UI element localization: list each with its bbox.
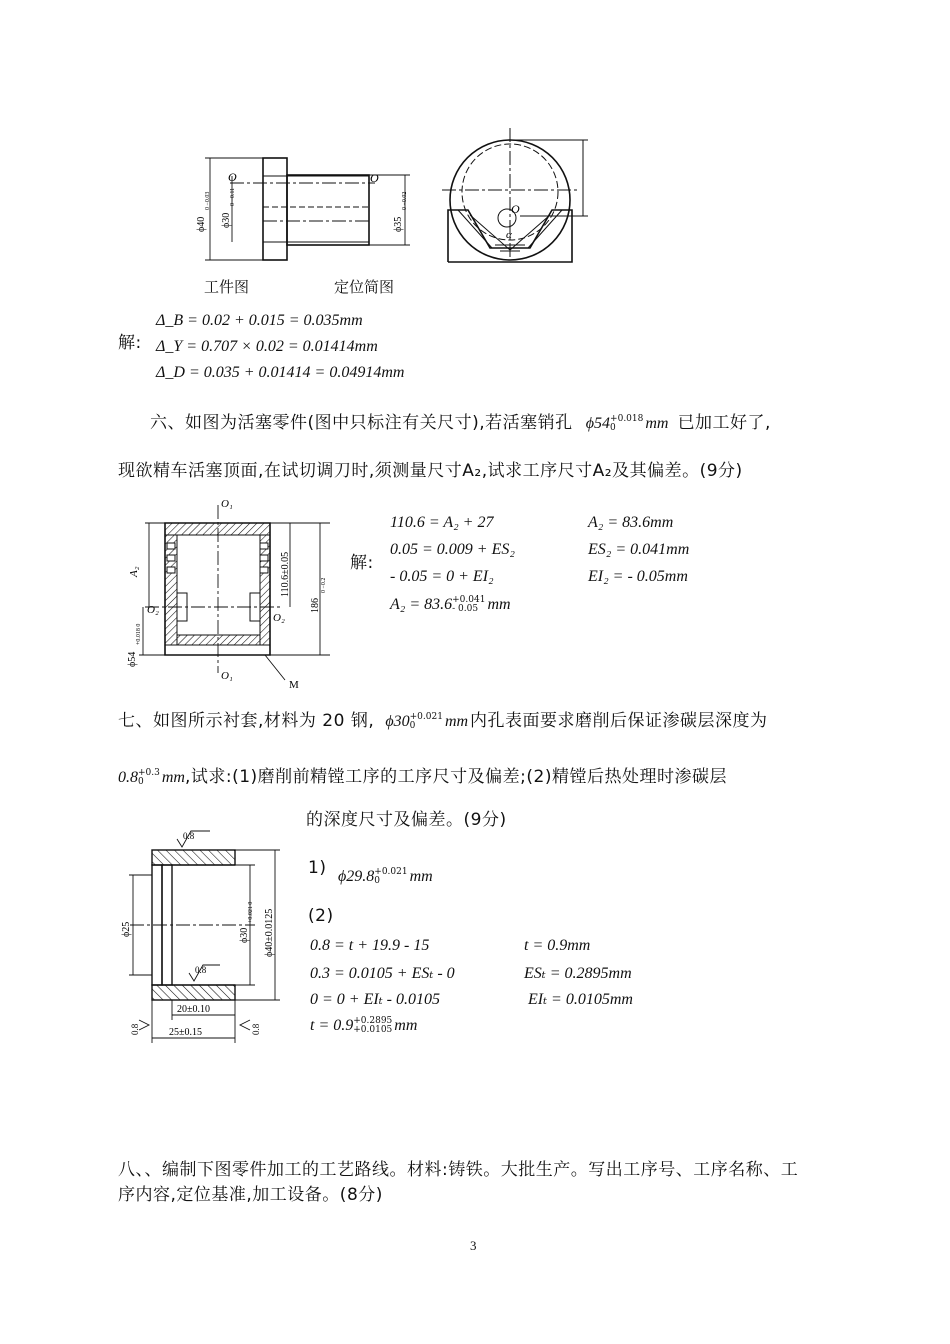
fig5-dim-phi35: ϕ35: [393, 216, 404, 232]
q7-depth-tolerance: [138, 769, 160, 787]
fig5-label-alpha: α: [506, 229, 512, 241]
sol6-result: [390, 594, 511, 614]
sol6-label: 解:: [350, 553, 374, 573]
fig7-dim-phi40: ϕ40±0.0125: [264, 908, 275, 957]
figure-7-bushing: [115, 825, 300, 1050]
fig7-rough-left: 0.8: [130, 1023, 140, 1035]
fig7-dim-25: 25±0.15: [169, 1027, 202, 1038]
q6-tol-lower: 0: [610, 422, 616, 433]
q6-line2: 现欲精车活塞顶面,在试切调刀时,须测量尺寸A₂,试求工序尺寸A₂及其偏差。(9分): [118, 461, 743, 481]
q7-tol-lower: 0: [409, 720, 416, 731]
sol7-eq3-right: EIₜ = 0.0105mm: [528, 991, 633, 1008]
sol6-eq3-left: - 0.05 = 0 + EI₂: [390, 568, 494, 585]
sol6-result-upper: +0.041: [452, 594, 486, 605]
fig7-rough-mid: 0.8: [195, 965, 207, 975]
q6-line1: [150, 408, 771, 433]
q7-tol-upper: +0.021: [409, 711, 443, 722]
sol7-part1: [338, 866, 433, 886]
sol6-result-value: A₂ = 83.6: [390, 596, 453, 613]
fig6-O2-left: O₂: [147, 604, 159, 616]
sol7-eq3-left: 0 = 0 + EIₜ - 0.0105: [310, 991, 440, 1008]
fig6-O2-right: O₂: [273, 612, 285, 624]
q7-line2: [118, 762, 727, 787]
sol7-part1-upper: +0.021: [374, 866, 408, 877]
fig6-O1-bottom: O₁: [221, 670, 233, 682]
q7-tolerance: [410, 713, 443, 731]
fig6-dim-phi54: ϕ54: [127, 651, 138, 667]
fig7-dim-phi30: ϕ30: [239, 927, 250, 943]
fig7-rough-right: 0.8: [251, 1023, 261, 1035]
q7-line1: [118, 706, 768, 731]
fig7-dim-phi25: ϕ25: [121, 921, 132, 937]
figure-5-drawing: [180, 120, 620, 280]
sol7-part1-lower: 0: [374, 875, 381, 886]
fig6-A2: A₂: [128, 566, 140, 577]
fig5-tol-phi40: 0 −0.03: [205, 191, 211, 210]
sol7-eq2-right: ESₜ = 0.2895mm: [524, 965, 632, 982]
sol7-part1-tolerance: [374, 868, 407, 886]
sol6-result-lower: - 0.05: [452, 603, 479, 614]
q7-depth: 0.8: [118, 769, 138, 786]
q6-tolerance: [610, 415, 643, 433]
q7-text-line2: ,试求:(1)磨削前精镗工序的工序尺寸及偏差;(2)精镗后热处理时渗碳层: [184, 767, 727, 787]
q7-depth-upper: +0.3: [138, 767, 160, 778]
q6-tol-upper: +0.018: [610, 413, 644, 424]
q7-depth-lower: 0: [138, 776, 144, 787]
fig5-label-O-right: O: [370, 171, 379, 185]
sol5-line1: Δ_B = 0.02 + 0.015 = 0.035mm: [156, 312, 363, 329]
sol6-result-unit: mm: [487, 596, 511, 613]
sol7-part2-label: (2): [308, 906, 334, 926]
fig5-dim-phi30: ϕ30: [221, 212, 232, 228]
fig5-label-O-center: O: [511, 202, 520, 216]
fig5-tol-phi30: 0 −0.11: [230, 187, 236, 206]
figure-6-piston: [115, 495, 340, 690]
q6-text-b: 已加工好了,: [677, 413, 771, 433]
q7-text-b: 内孔表面要求磨削后保证渗碳层深度为: [470, 711, 768, 731]
fig5-caption-workpiece: 工件图: [204, 278, 250, 296]
sol7-result: [310, 1015, 417, 1035]
fig6-O1-top: O₁: [221, 498, 233, 510]
q7-depth-unit: mm: [161, 769, 185, 786]
sol7-part1-unit: mm: [409, 868, 433, 885]
q6-phi: ϕ54: [585, 415, 611, 432]
sol7-part1-label: 1): [308, 858, 327, 878]
page-number: 3: [470, 1238, 477, 1253]
sol6-result-tolerance: [452, 596, 485, 614]
fig5-label-O-left: O: [228, 170, 237, 184]
fig7-dim-20: 20±0.10: [177, 1004, 210, 1015]
sol6-eq1-right: A₂ = 83.6mm: [588, 514, 674, 531]
sol7-eq2-left: 0.3 = 0.0105 + ESₜ - 0: [310, 965, 455, 982]
q6-text-a: 六、如图为活塞零件(图中只标注有关尺寸),若活塞销孔: [150, 413, 573, 433]
fig5-tol-phi35: 0 −0.02: [402, 191, 408, 210]
sol6-eq1-left: 110.6 = A₂ + 27: [390, 514, 494, 531]
sol7-eq1-left: 0.8 = t + 19.9 - 15: [310, 937, 430, 954]
sol5-line3: Δ_D = 0.035 + 0.01414 = 0.04914mm: [156, 364, 405, 381]
q8-line2: 序内容,定位基准,加工设备。(8分): [118, 1185, 383, 1205]
sol6-eq2-left: 0.05 = 0.009 + ES₂: [390, 541, 515, 558]
sol5-label: 解:: [118, 333, 142, 353]
q7-text-a: 七、如图所示衬套,材料为 20 钢,: [118, 711, 375, 731]
q6-unit: mm: [645, 415, 669, 432]
q7-line3: 的深度尺寸及偏差。(9分): [306, 810, 507, 830]
q8-line1: 八、、编制下图零件加工的工艺路线。材料:铸铁。大批生产。写出工序号、工序名称、工: [118, 1160, 799, 1180]
fig5-caption-locating: 定位简图: [334, 278, 395, 296]
sol5-line2: Δ_Y = 0.707 × 0.02 = 0.01414mm: [156, 338, 378, 355]
sol7-eq1-right: t = 0.9mm: [524, 937, 591, 954]
fig7-rough-top: 0.8: [183, 831, 195, 841]
fig6-dim-186: 186: [310, 598, 321, 613]
fig6-tol-186: 0 −0.2: [321, 577, 327, 593]
q7-phi: ϕ30: [385, 713, 410, 730]
fig6-M: M: [289, 679, 299, 690]
sol7-result-unit: mm: [394, 1017, 418, 1034]
fig6-dim-110: 110.6±0.05: [280, 551, 291, 597]
fig7-tol-phi30: +0.021 0: [248, 901, 254, 923]
sol7-result-tolerance: [353, 1017, 392, 1035]
fig5-dim-phi40: ϕ40: [196, 216, 207, 232]
sol7-part1-value: ϕ29.8: [338, 868, 375, 885]
q7-unit: mm: [444, 713, 469, 730]
sol7-result-lower: +0.0105: [353, 1024, 393, 1035]
sol7-result-upper: +0.2895: [353, 1015, 393, 1026]
sol6-eq2-right: ES₂ = 0.041mm: [588, 541, 690, 558]
fig6-tol-phi54: +0.018 0: [136, 623, 142, 645]
sol7-result-value: t = 0.9: [310, 1017, 354, 1034]
sol6-eq3-right: EI₂ = - 0.05mm: [588, 568, 688, 585]
